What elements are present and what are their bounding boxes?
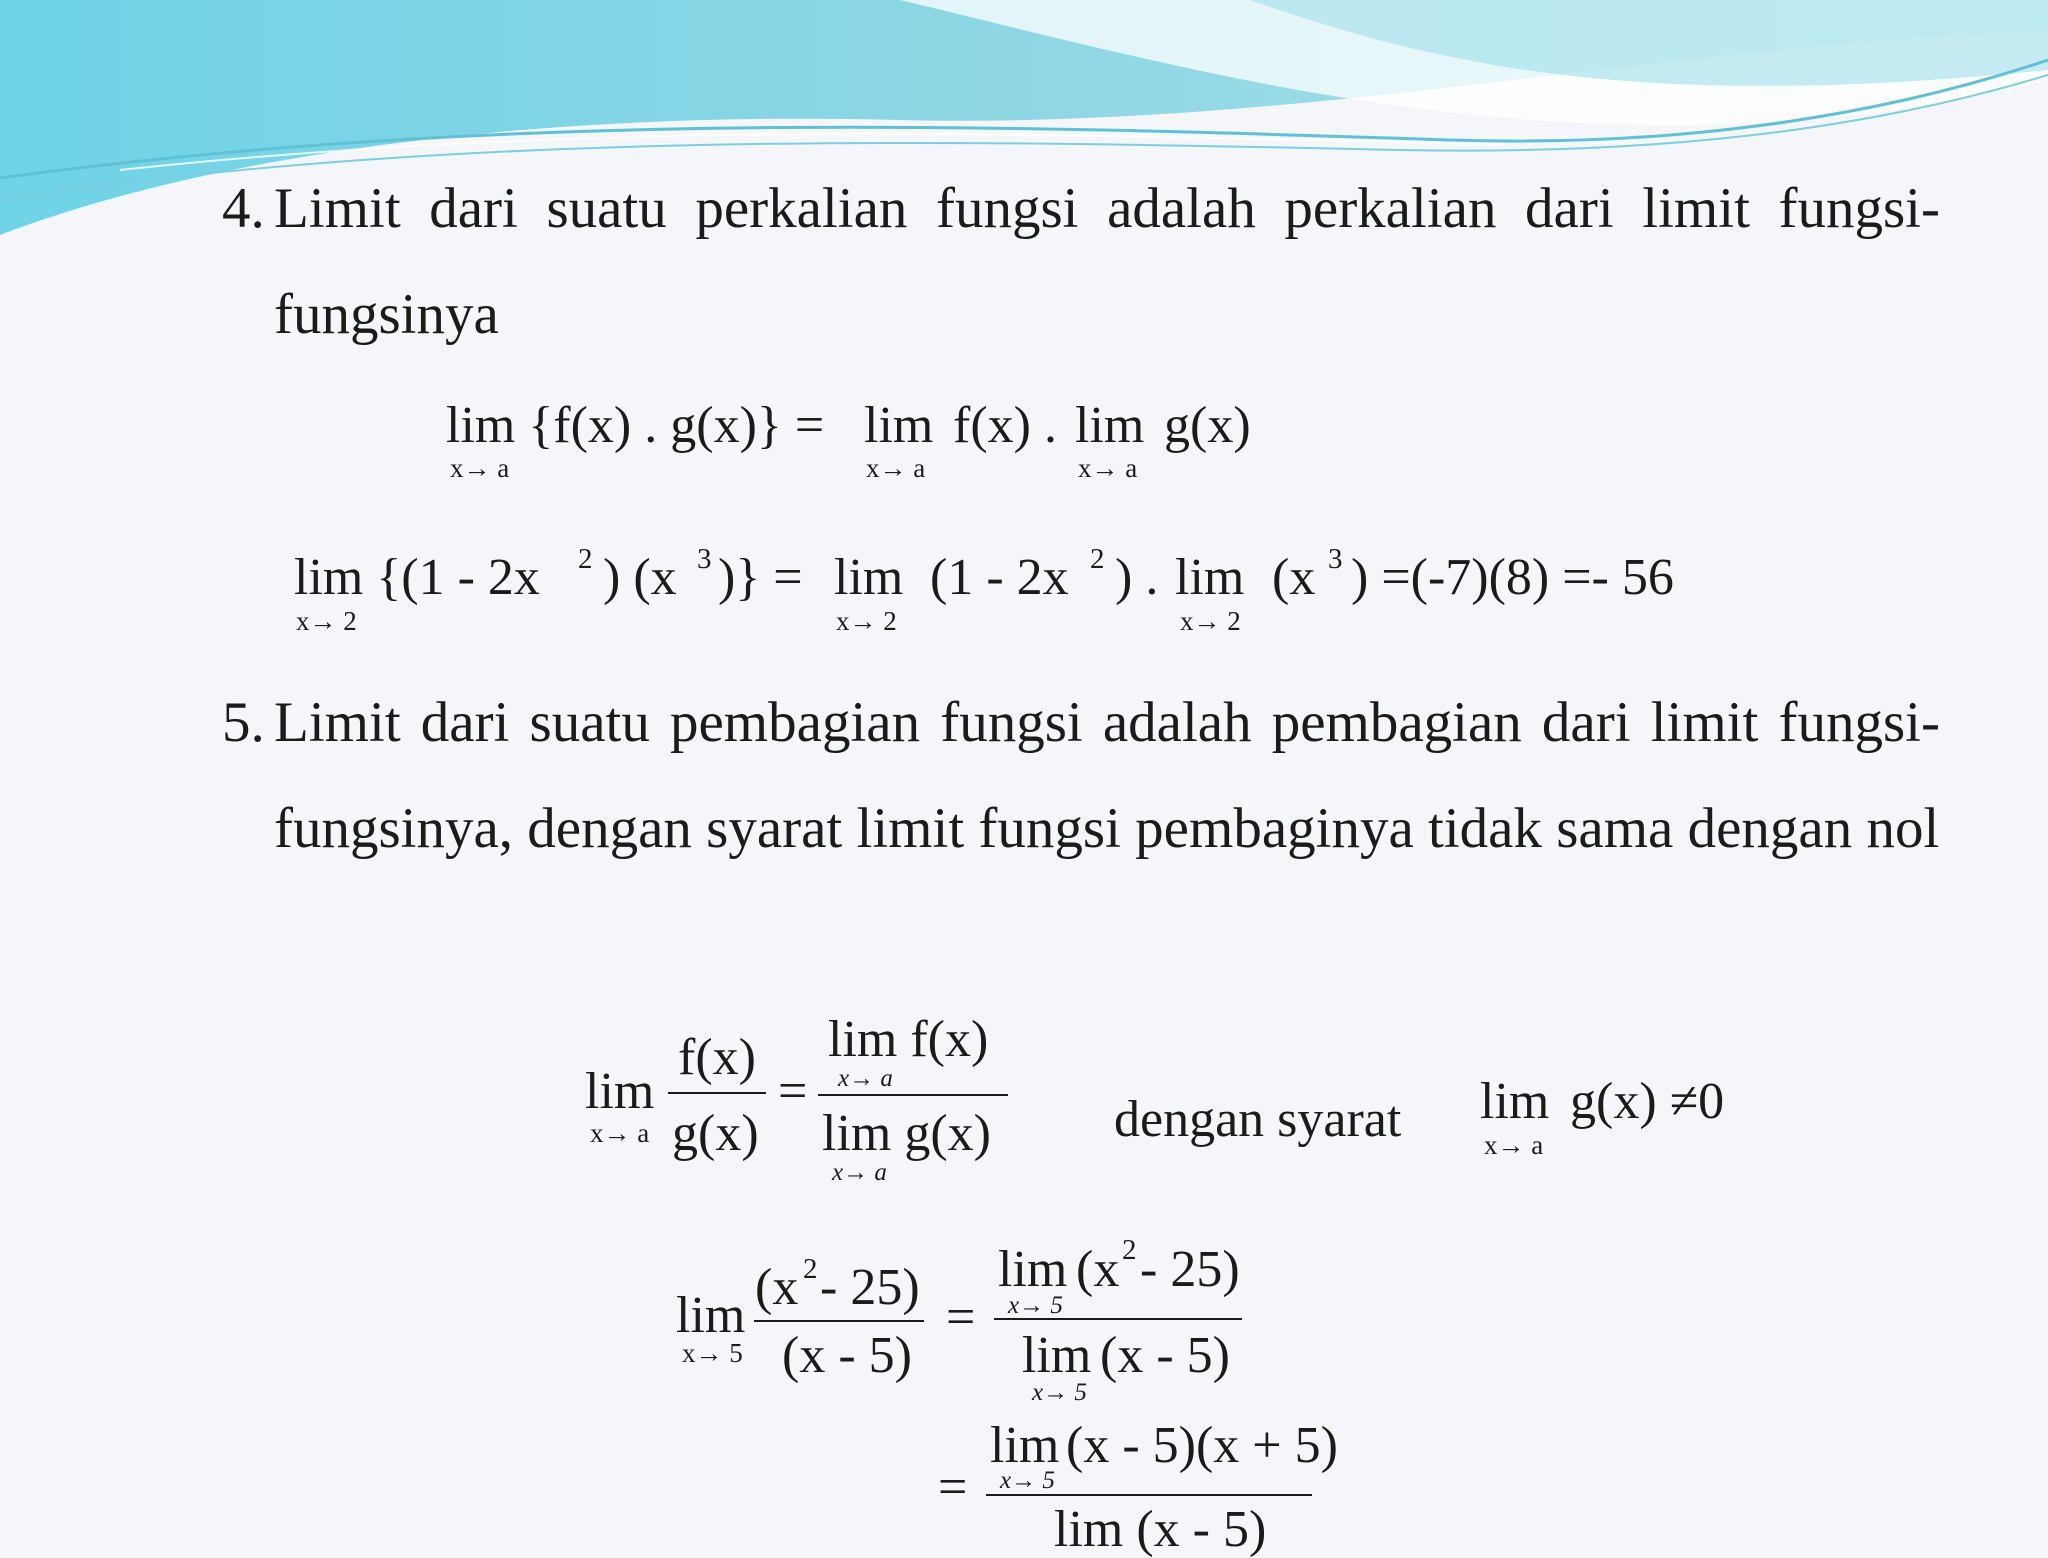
ex5-rnum-lim: lim <box>998 1241 1068 1298</box>
ex5-rnum-a: (x <box>1076 1241 1120 1298</box>
ex5-rnum-sup: 2 <box>1122 1234 1137 1266</box>
quot-den: g(x) <box>672 1105 759 1162</box>
ex5-fraction-bar <box>754 1320 924 1322</box>
example-lhs-b: ) (x <box>603 549 677 606</box>
formula-lim-1: lim <box>864 397 934 454</box>
ex5-equals: = <box>946 1289 976 1346</box>
ex5-right-bar <box>994 1318 1242 1320</box>
ex5-step2-num-lim: lim <box>990 1417 1060 1474</box>
quot-equals: = <box>778 1063 808 1120</box>
quot-rden: lim g(x) <box>822 1105 991 1162</box>
rule-4-text: Limit dari suatu perkalian fungsi adalah perkalian dari limit fungsi-fungsinya <box>274 177 1940 346</box>
quot-condition-expr: g(x) ≠0 <box>1570 1073 1725 1130</box>
ex5-rden: (x - 5) <box>1100 1327 1230 1384</box>
ex5-lim: lim <box>676 1287 746 1344</box>
ex5-step2-den: lim (x - 5) <box>1054 1501 1267 1558</box>
formula-lim-2: lim <box>1075 397 1145 454</box>
quot-condition-label: dengan syarat <box>1114 1091 1402 1148</box>
example-mid-a: (1 - 2x <box>930 549 1069 606</box>
quot-lim: lim <box>585 1063 655 1120</box>
quot-fraction-bar <box>668 1092 766 1094</box>
quot-condition-sub: x→ a <box>1484 1130 1544 1160</box>
formula-sub-2: x→ a <box>866 453 926 483</box>
formula-g: g(x) <box>1164 397 1251 454</box>
example-sup-2b: 2 <box>1090 543 1105 575</box>
example-lim-1: lim <box>834 549 904 606</box>
example-lhs-a: lim {(1 - 2x <box>294 549 540 606</box>
rule-5-text: Limit dari suatu pembagian fungsi adalah pembagian dari limit fungsi-fungsinya, dengan syarat limit fungsi pembaginya tidak sama dengan nol <box>274 691 1940 860</box>
example-sub-3: x→ 2 <box>1180 606 1241 636</box>
ex5-num-sup: 2 <box>803 1253 818 1285</box>
example-lhs-c: )} = <box>718 549 803 606</box>
ex5-rden-lim: lim <box>1022 1327 1092 1384</box>
quot-sub: x→ a <box>590 1118 650 1148</box>
quot-rnum: lim f(x) <box>828 1011 989 1068</box>
ex5-num-b: - 25) <box>820 1259 920 1316</box>
example-end-a: (x <box>1272 549 1316 606</box>
ex5-rnum-b: - 25) <box>1140 1241 1240 1298</box>
ex5-step2-equals: = <box>938 1459 968 1516</box>
ex5-rden-sub: x→ 5 <box>1032 1379 1087 1406</box>
example-sup-3b: 3 <box>1328 543 1343 575</box>
example-lim-2: lim <box>1175 549 1245 606</box>
example-sup-3: 3 <box>697 543 712 575</box>
quot-rnum-sub: x→ a <box>838 1065 893 1092</box>
quot-num: f(x) <box>678 1029 756 1086</box>
quot-right-bar <box>818 1094 1008 1096</box>
ex5-step2-num-sub: x→ 5 <box>1000 1467 1055 1494</box>
ex5-step2-bar <box>986 1494 1312 1496</box>
ex5-rnum-sub: x→ 5 <box>1008 1292 1063 1319</box>
formula-lhs: lim {f(x) . g(x)} = <box>446 397 825 454</box>
rule-4-paragraph <box>222 156 1940 368</box>
ex5-den: (x - 5) <box>782 1327 912 1384</box>
ex5-sub: x→ 5 <box>682 1338 743 1368</box>
example-sup-2: 2 <box>578 543 593 575</box>
formula-f: f(x) . <box>953 397 1057 454</box>
ex5-num-a: (x <box>755 1259 799 1316</box>
quot-rden-sub: x→ a <box>832 1159 887 1186</box>
example-sub-2: x→ 2 <box>836 606 897 636</box>
ex5-step2-num: (x - 5)(x + 5) <box>1066 1417 1338 1474</box>
quot-condition-lim: lim <box>1480 1073 1550 1130</box>
formula-sub-1: x→ a <box>450 453 510 483</box>
example-sub-1: x→ 2 <box>296 606 357 636</box>
rule-4-number: 4. <box>222 177 265 240</box>
example-mid-b: ) . <box>1115 549 1159 606</box>
rule-5-paragraph <box>222 670 1940 882</box>
rule-5-number: 5. <box>222 691 265 754</box>
formula-sub-3: x→ a <box>1078 453 1138 483</box>
example-end-b: ) =(-7)(8) =- 56 <box>1351 549 1674 606</box>
